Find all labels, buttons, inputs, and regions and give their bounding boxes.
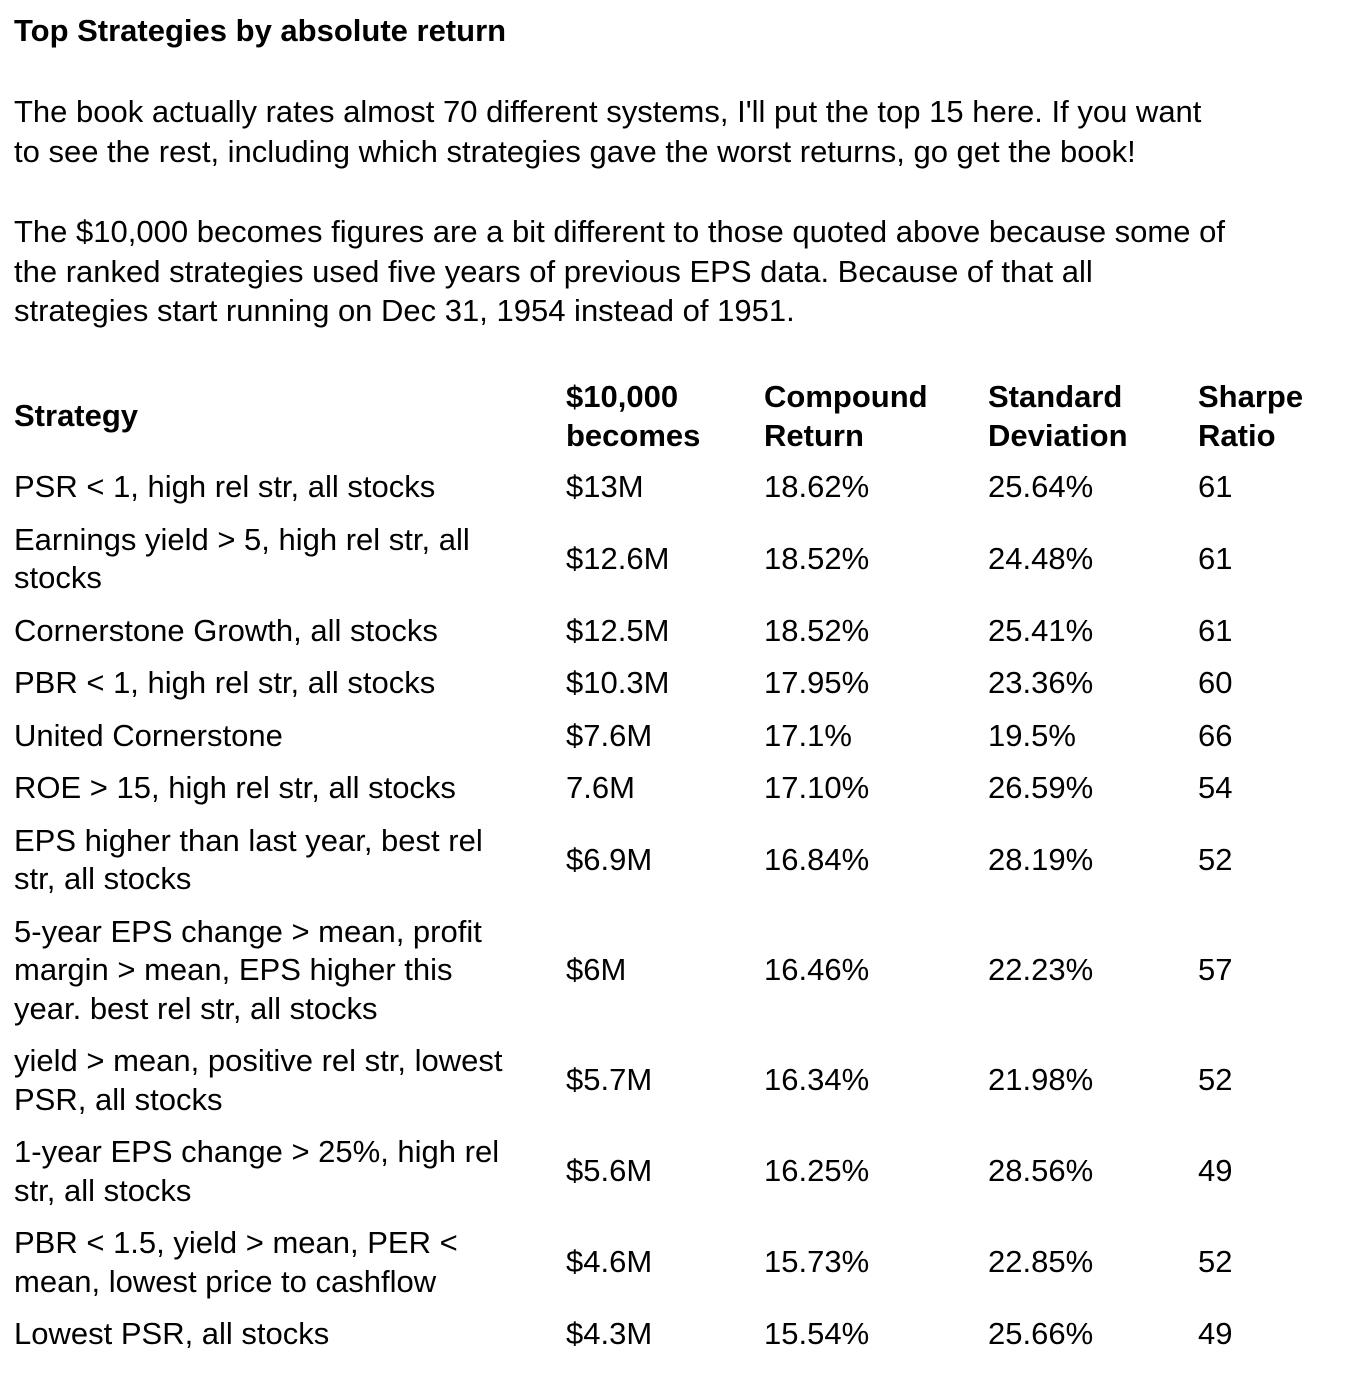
table-row (14, 514, 1348, 605)
table-body (14, 461, 1348, 1361)
strategy-line: PSR < 1, high rel str, all stocks (14, 469, 436, 504)
header-strategy: Strategy (14, 398, 139, 434)
table-header-row (14, 378, 1348, 461)
sharpe-ratio-cell: 66 (1198, 717, 1233, 753)
becomes-cell: 7.6M (566, 770, 635, 805)
table-row (14, 1126, 1348, 1217)
strategy-line: Lowest PSR, all stocks (14, 1316, 330, 1351)
strategy-line: margin > mean, EPS higher this (14, 952, 453, 987)
paragraph-line: to see the rest, including which strategies gave the worst returns, go get the book! (14, 133, 1136, 169)
standard-deviation-cell: 23.36% (988, 665, 1094, 700)
strategy-line: str, all stocks (14, 861, 192, 896)
note-paragraph (14, 212, 1350, 331)
strategy-cell (14, 1126, 566, 1217)
becomes-cell: $7.6M (566, 717, 653, 753)
sharpe-ratio-cell: 52 (1198, 1062, 1233, 1098)
standard-deviation-cell: 21.98% (988, 1062, 1094, 1098)
table-row (14, 1308, 1348, 1361)
strategy-cell (14, 762, 566, 815)
sharpe-ratio-cell: 52 (1198, 1244, 1233, 1280)
paragraph-line: the ranked strategies used five years of previous EPS data. Because of that all (14, 253, 1093, 289)
table-row (14, 657, 1348, 710)
strategy-line: EPS higher than last year, best rel (14, 822, 483, 858)
compound-return-cell: 16.84% (764, 841, 870, 877)
compound-return-cell: 17.10% (764, 770, 870, 805)
compound-return-cell: 18.62% (764, 469, 870, 504)
table-row (14, 710, 1348, 763)
standard-deviation-cell: 28.19% (988, 841, 1094, 877)
compound-return-cell: 18.52% (764, 612, 870, 648)
strategy-line: year. best rel str, all stocks (14, 990, 378, 1026)
compound-return-cell: 15.73% (764, 1244, 870, 1280)
strategy-line: United Cornerstone (14, 717, 283, 753)
becomes-cell: $5.7M (566, 1062, 653, 1098)
strategy-cell (14, 1035, 566, 1126)
strategy-cell (14, 710, 566, 763)
table-row (14, 461, 1348, 514)
sharpe-ratio-cell: 52 (1198, 841, 1233, 877)
becomes-cell: $4.3M (566, 1316, 653, 1351)
standard-deviation-cell: 24.48% (988, 540, 1094, 576)
becomes-cell: $5.6M (566, 1153, 653, 1189)
standard-deviation-cell: 25.64% (988, 469, 1094, 504)
intro-paragraph (14, 92, 1350, 171)
becomes-cell: $13M (566, 469, 644, 504)
compound-return-cell: 15.54% (764, 1316, 870, 1351)
sharpe-ratio-cell: 60 (1198, 665, 1233, 700)
table-row (14, 1035, 1348, 1126)
strategy-line: 5-year EPS change > mean, profit (14, 913, 482, 949)
strategy-line: PBR < 1, high rel str, all stocks (14, 665, 436, 700)
strategy-line: yield > mean, positive rel str, lowest (14, 1043, 503, 1078)
paragraph-line: strategies start running on Dec 31, 1954 instead of 1951. (14, 293, 795, 328)
standard-deviation-cell: 25.41% (988, 612, 1094, 648)
strategy-line: 1-year EPS change > 25%, high rel (14, 1134, 500, 1169)
paragraph-line: The book actually rates almost 70 different systems, I'll put the top 15 here. If you want (14, 94, 1202, 129)
strategy-cell (14, 461, 566, 514)
standard-deviation-cell: 19.5% (988, 717, 1076, 753)
compound-return-cell: 17.1% (764, 717, 852, 753)
standard-deviation-cell: 28.56% (988, 1153, 1094, 1189)
strategy-line: Cornerstone Growth, all stocks (14, 612, 438, 648)
strategy-line: str, all stocks (14, 1172, 192, 1208)
strategy-line: PBR < 1.5, yield > mean, PER < (14, 1225, 458, 1260)
standard-deviation-cell: 26.59% (988, 770, 1094, 805)
table-row (14, 762, 1348, 815)
sharpe-ratio-cell: 61 (1198, 540, 1233, 576)
strategy-cell (14, 514, 566, 605)
becomes-cell: $10.3M (566, 665, 670, 700)
strategy-line: mean, lowest price to cashflow (14, 1263, 437, 1299)
table-row (14, 815, 1348, 906)
strategy-line: stocks (14, 560, 102, 595)
header-standard-deviation: Standard Deviation (988, 379, 1128, 453)
sharpe-ratio-cell: 61 (1198, 612, 1233, 648)
strategy-cell (14, 906, 566, 1036)
table-row (14, 605, 1348, 658)
becomes-cell: $6.9M (566, 841, 653, 877)
standard-deviation-cell: 25.66% (988, 1316, 1094, 1351)
becomes-cell: $12.6M (566, 540, 670, 576)
sharpe-ratio-cell: 54 (1198, 770, 1233, 805)
sharpe-ratio-cell: 49 (1198, 1316, 1233, 1351)
compound-return-cell: 16.46% (764, 952, 870, 987)
paragraph-line: The $10,000 becomes figures are a bit different to those quoted above because some of (14, 214, 1225, 249)
standard-deviation-cell: 22.23% (988, 952, 1094, 987)
standard-deviation-cell: 22.85% (988, 1244, 1094, 1280)
strategy-cell (14, 1217, 566, 1308)
strategy-line: PSR, all stocks (14, 1081, 223, 1117)
sharpe-ratio-cell: 61 (1198, 469, 1233, 504)
compound-return-cell: 17.95% (764, 665, 870, 700)
compound-return-cell: 18.52% (764, 540, 870, 576)
sharpe-ratio-cell: 57 (1198, 952, 1233, 987)
table-row (14, 906, 1348, 1036)
compound-return-cell: 16.25% (764, 1153, 870, 1189)
header-compound-return: Compound Return (764, 379, 928, 453)
becomes-cell: $4.6M (566, 1244, 653, 1280)
becomes-cell: $12.5M (566, 612, 670, 648)
table-row (14, 1217, 1348, 1308)
strategy-cell (14, 815, 566, 906)
strategy-cell (14, 1308, 566, 1361)
header-becomes: $10,000 becomes (566, 379, 701, 453)
strategy-line: Earnings yield > 5, high rel str, all (14, 521, 470, 557)
compound-return-cell: 16.34% (764, 1062, 870, 1098)
strategy-cell (14, 605, 566, 658)
sharpe-ratio-cell: 49 (1198, 1153, 1233, 1189)
strategies-table (14, 378, 1348, 1361)
section-heading: Top Strategies by absolute return (14, 13, 507, 48)
strategy-line: ROE > 15, high rel str, all stocks (14, 770, 456, 805)
becomes-cell: $6M (566, 952, 627, 987)
header-sharpe-ratio: Sharpe Ratio (1198, 379, 1304, 453)
strategy-cell (14, 657, 566, 710)
